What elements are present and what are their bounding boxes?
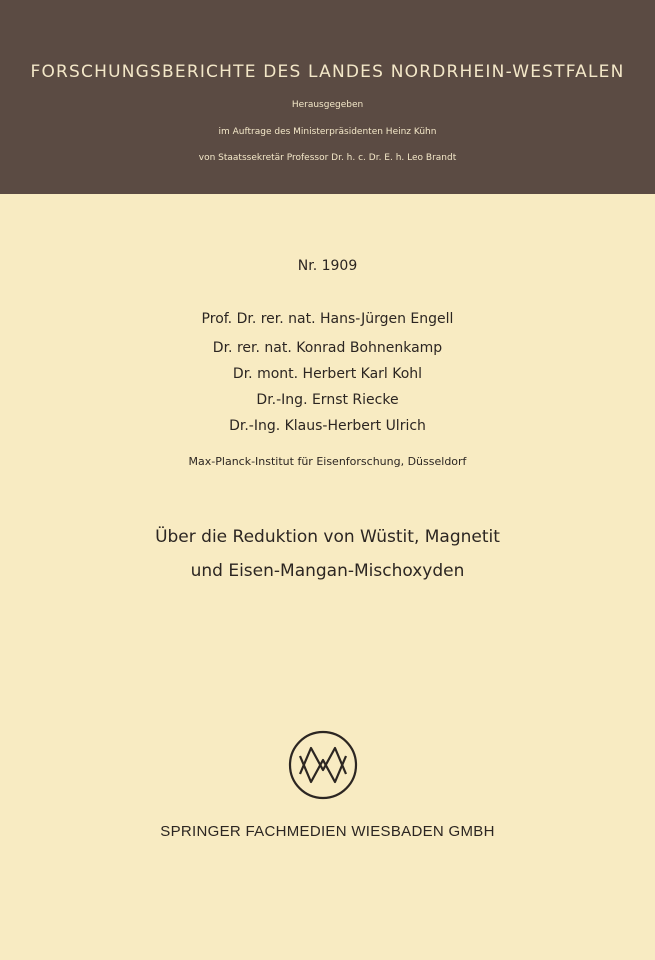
- header-band: [0, 0, 655, 194]
- book-title-line: Über die Reduktion von Wüstit, Magnetit: [155, 527, 500, 547]
- volume-number: Nr. 1909: [297, 258, 358, 274]
- author-name: Dr. mont. Herbert Karl Kohl: [232, 366, 423, 382]
- book-title-line: und Eisen-Mangan-Mischoxyden: [190, 561, 465, 581]
- author-name: Dr.-Ing. Klaus-Herbert Ulrich: [229, 418, 426, 434]
- editor-heading: Herausgegeben: [291, 100, 364, 110]
- series-title: FORSCHUNGSBERICHTE DES LANDES NORDRHEIN-WESTFALEN: [30, 62, 625, 82]
- publisher-name: SPRINGER FACHMEDIEN WIESBADEN GMBH: [160, 823, 495, 840]
- editor-name-line: von Staatssekretär Professor Dr. h. c. Dr. E. h. Leo Brandt: [198, 153, 457, 163]
- commission-line: im Auftrage des Ministerpräsidenten Heinz Kühn: [218, 127, 437, 137]
- author-name: Prof. Dr. rer. nat. Hans-Jürgen Engell: [201, 311, 454, 327]
- author-name: Dr. rer. nat. Konrad Bohnenkamp: [212, 340, 443, 356]
- publisher-logo-icon: [286, 728, 360, 802]
- institute: Max-Planck-Institut für Eisenforschung, Düsseldorf: [188, 455, 467, 468]
- author-name: Dr.-Ing. Ernst Riecke: [256, 392, 399, 408]
